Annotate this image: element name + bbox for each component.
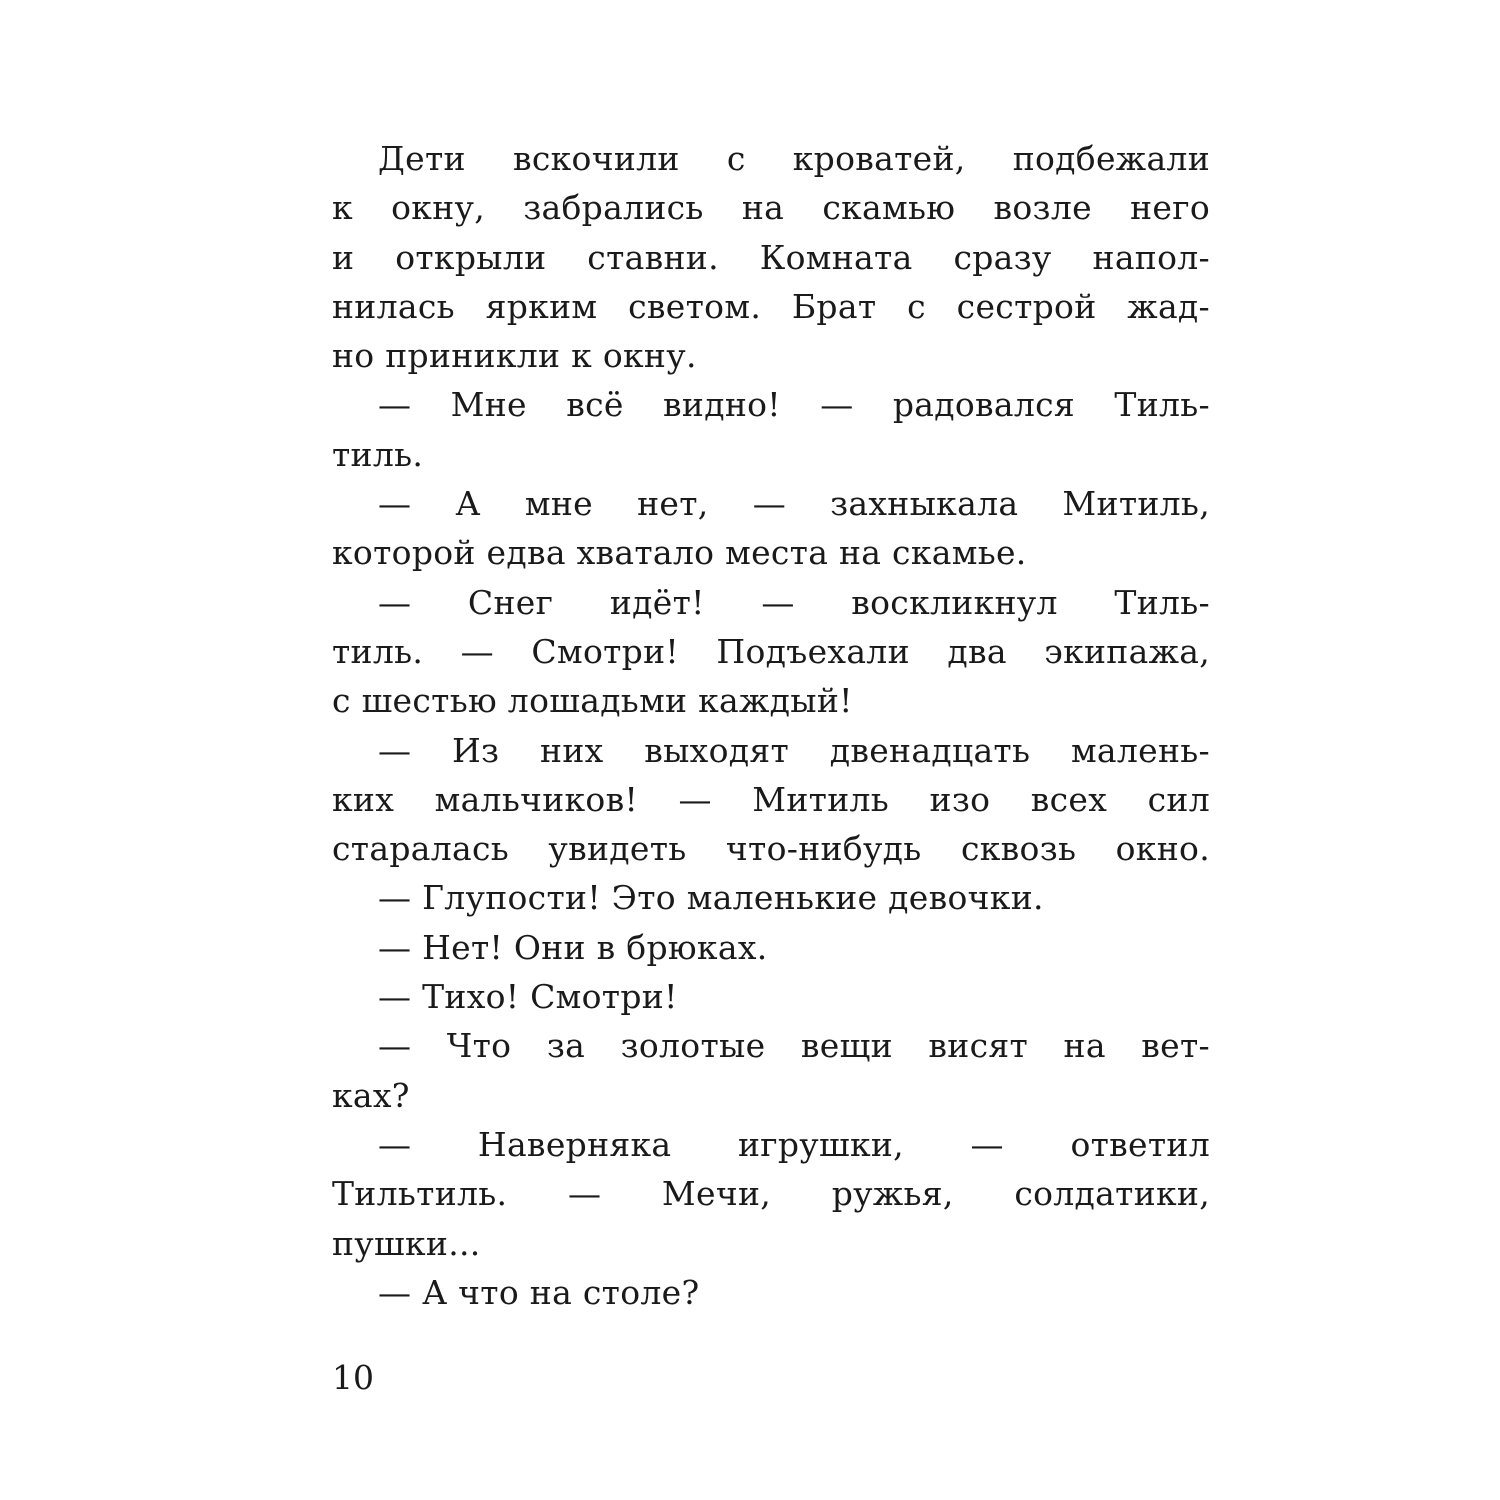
text-line: и открыли ставни. Комната сразу напол- [332, 237, 1210, 277]
text-line: которой едва хватало места на скамье. [332, 533, 1027, 573]
text-line: — А мне нет, — захныкала Митиль, [378, 484, 1210, 524]
text-line: — Из них выходят двенадцать малень- [378, 730, 1210, 770]
text-line: — Что за золотые вещи висят на вет- [378, 1026, 1210, 1066]
text-line: — Снег идёт! — воскликнул Тиль- [378, 582, 1210, 622]
body-text [332, 134, 1210, 1317]
text-line: Дети вскочили с кроватей, подбежали [378, 139, 1210, 178]
text-line: — Мне всё видно! — радовался Тиль- [378, 385, 1210, 425]
text-line: нилась ярким светом. Брат с сестрой жад- [332, 286, 1210, 326]
text-line: с шестью лошадьми каждый! [332, 681, 853, 721]
text-line: — Тихо! Смотри! [378, 977, 678, 1017]
text-line: — А что на столе? [378, 1272, 700, 1312]
text-line: тиль. [332, 434, 424, 474]
text-line: — Глупости! Это маленькие девочки. [378, 878, 1044, 918]
text-line: — Наверняка игрушки, — ответил [378, 1124, 1210, 1164]
text-line: пушки... [332, 1223, 481, 1263]
text-line: но приникли к окну. [332, 336, 697, 376]
text-line: ких мальчиков! — Митиль изо всех сил [332, 779, 1210, 819]
text-line: Тильтиль. — Мечи, ружья, солдатики, [332, 1174, 1210, 1214]
text-line: — Нет! Они в брюках. [378, 927, 768, 967]
text-line: тиль. — Смотри! Подъехали два экипажа, [332, 631, 1210, 671]
text-line: к окну, забрались на скамью возле него [332, 188, 1210, 228]
text-line: ках? [332, 1075, 410, 1115]
text-line: старалась увидеть что-нибудь сквозь окно. [332, 829, 1210, 869]
page-number: 10 [332, 1358, 374, 1397]
